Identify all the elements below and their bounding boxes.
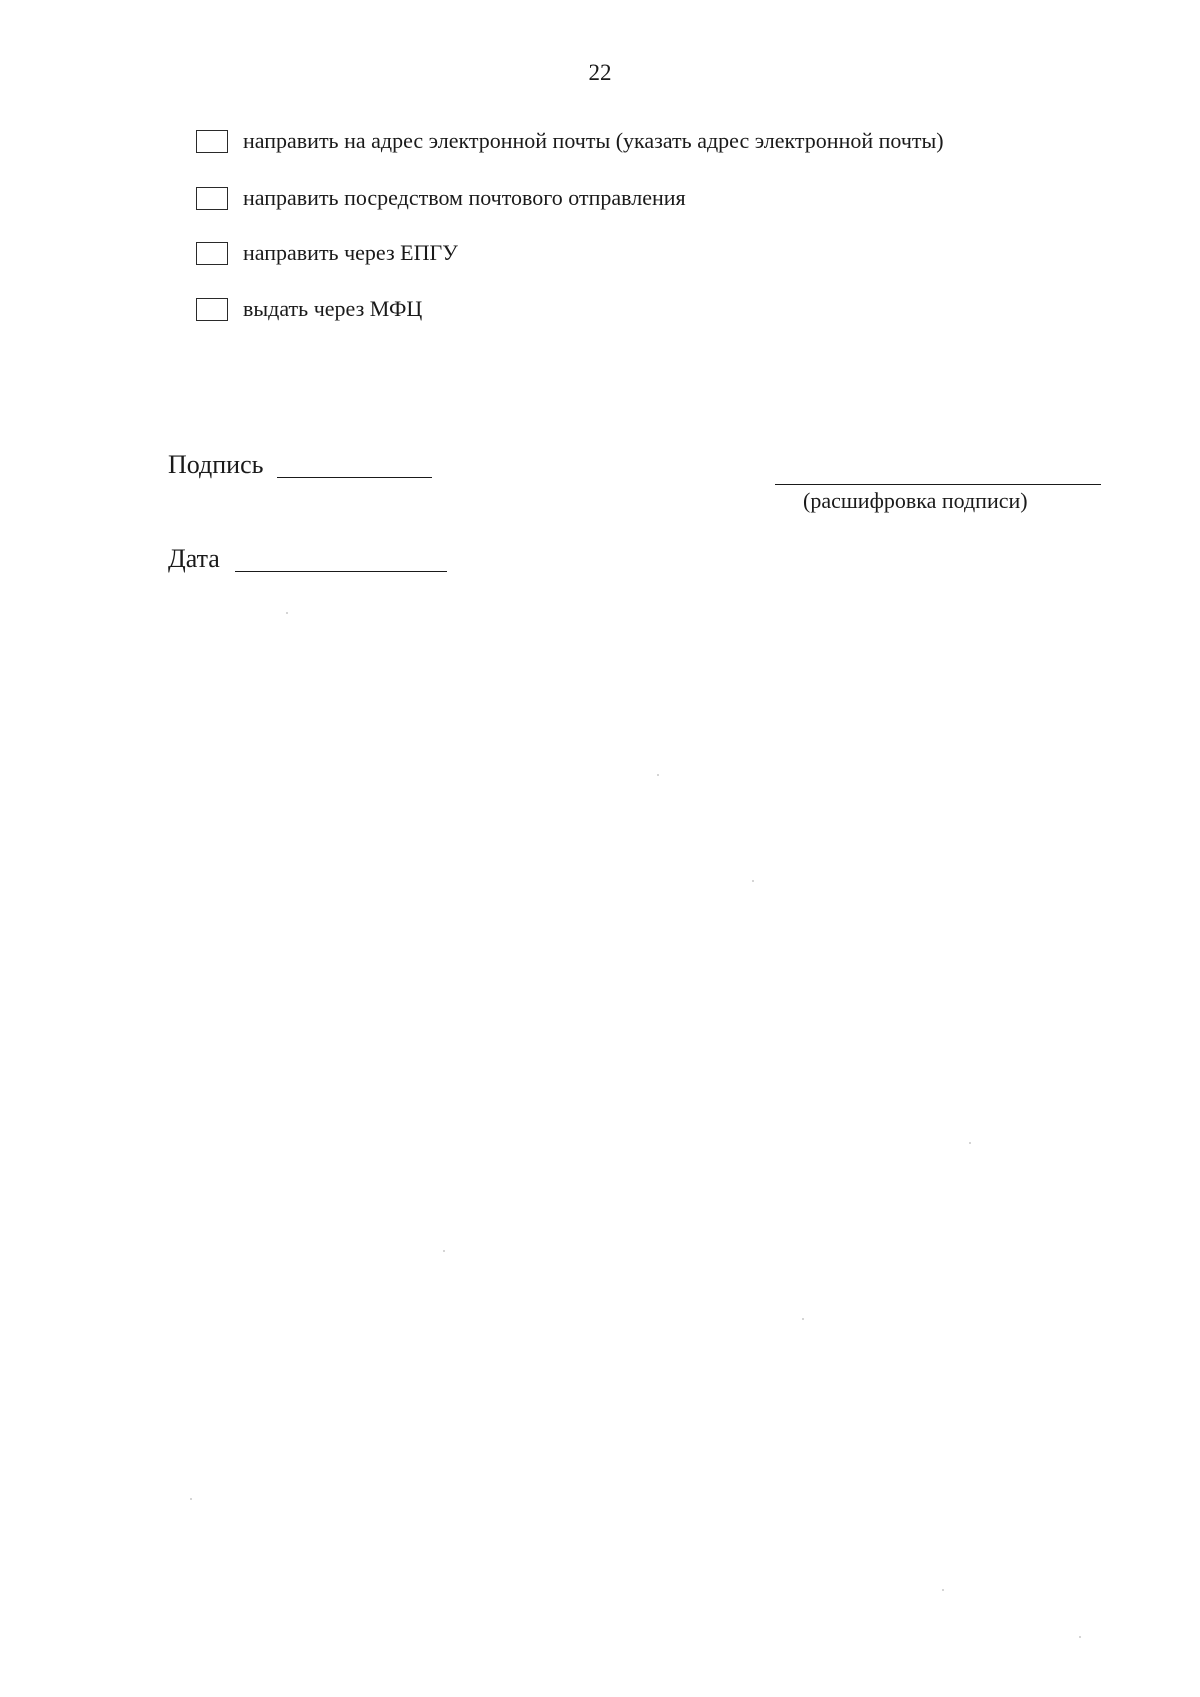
option-epgu-label: направить через ЕПГУ (243, 240, 458, 265)
scan-speck (802, 1318, 804, 1320)
scan-speck (657, 774, 659, 776)
signature-label: Подпись (168, 450, 264, 479)
signature-decode-caption: (расшифровка подписи) (803, 488, 1028, 513)
date-line[interactable] (235, 571, 447, 572)
page-number: 22 (588, 60, 612, 85)
checkbox-epgu[interactable] (196, 242, 228, 265)
scan-speck (969, 1142, 971, 1144)
scan-speck (942, 1589, 944, 1591)
scan-speck (1079, 1636, 1081, 1638)
scan-speck (752, 880, 754, 882)
checkbox-post[interactable] (196, 187, 228, 210)
checkbox-mfc[interactable] (196, 298, 228, 321)
option-email-label: направить на адрес электронной почты (указать адрес электронной почты) (243, 128, 944, 153)
date-label: Дата (168, 544, 220, 573)
checkbox-email[interactable] (196, 130, 228, 153)
scan-speck (443, 1250, 445, 1252)
signature-decode-line[interactable] (775, 484, 1101, 485)
scan-speck (286, 612, 288, 614)
option-post-label: направить посредством почтового отправления (243, 185, 686, 210)
scan-speck (190, 1498, 192, 1500)
signature-line[interactable] (277, 477, 432, 478)
option-mfc-label: выдать через МФЦ (243, 296, 423, 321)
